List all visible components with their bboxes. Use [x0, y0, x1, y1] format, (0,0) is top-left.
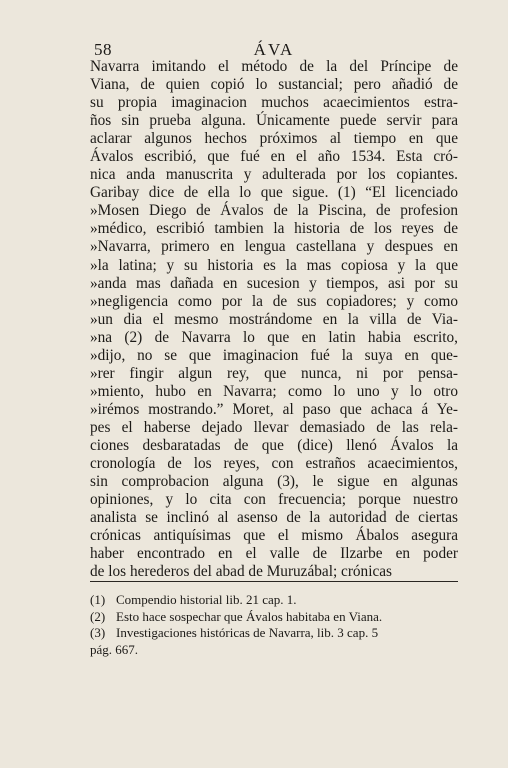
text-line: »na (2) de Navarra lo que en latin habia escrito,: [90, 328, 458, 346]
footnote-text: Esto hace sospechar que Ávalos habitaba en Viana.: [116, 608, 383, 624]
page-number: 58: [94, 40, 112, 59]
text-line: su propia imaginacion muchos acaecimientos estra-: [90, 94, 458, 112]
text-line: Viana, de quien copió lo sustancial; pero añadió de: [90, 76, 458, 94]
text-line: »médico, escribió tambien la historia de los reyes de: [90, 220, 458, 238]
text-line: analista se inclinó al asenso de la autoridad de ciertas: [90, 509, 458, 527]
footnote-1: [90, 592, 458, 609]
text-line: sin comprobacion alguna (3), le sigue en algunas: [90, 473, 458, 491]
text-line: »negligencia como por la de sus copiadores; y como: [90, 292, 458, 310]
text-line: opiniones, y lo cita con frecuencia; porque nuestro: [90, 491, 458, 509]
text-line: »miento, hubo en Navarra; como lo uno y lo otro: [90, 382, 458, 400]
text-line: »irémos mostrando.” Moret, al paso que achaca á Ye-: [90, 400, 458, 418]
text-line: haber encontrado en el valle de Ilzarbe en poder: [90, 545, 458, 563]
text-line: cronología de los reyes, con estraños acaecimientos,: [90, 455, 458, 473]
footnote-text: Investigaciones históricas de Navarra, lib. 3 cap. 5: [116, 625, 379, 640]
text-line: »la latina; y su historia es la mas copiosa y la que: [90, 256, 458, 274]
text-line: ños sin prueba alguna. Únicamente puede servir para: [90, 112, 458, 130]
text-line: nica anda manuscrita y adulterada por los copiantes.: [90, 166, 458, 184]
footnote-divider: [90, 581, 458, 582]
text-line: de los herederos del abad de Muruzábal; crónicas: [90, 563, 392, 581]
text-line: »dijo, no se que imaginacion fué la suya en que-: [90, 346, 458, 364]
footnote-mark: (1): [90, 592, 106, 607]
text-line: pes el haberse dejado llevar demasiado de las rela-: [90, 418, 458, 436]
text-line: ciones desbaratadas de que (dice) llenó Ávalos la: [90, 436, 458, 454]
text-line: Ávalos escribió, que fué en el año 1534. Esta cró-: [90, 148, 458, 166]
footnote-text: Compendio historial lib. 21 cap. 1.: [116, 592, 297, 607]
text-line: Navarra imitando el método de la del Príncipe de: [90, 58, 458, 75]
footnotes: [90, 592, 458, 658]
text-line: »anda mas dañada en sucesion y tiempos, asi por su: [90, 274, 458, 292]
footnote-text: pág. 667.: [90, 641, 139, 657]
footnote-2: [90, 609, 458, 626]
text-line: »Mosen Diego de Ávalos de la Piscina, de profesion: [90, 202, 458, 220]
text-line: crónicas antiquísimas que el mismo Ábalos asegura: [90, 527, 458, 545]
footnote-3: [90, 625, 458, 642]
running-head: ÁVA: [253, 40, 295, 59]
text-line: aclarar algunos hechos próximos al tiempo en que: [90, 130, 458, 148]
footnote-mark: (3): [90, 625, 106, 640]
footnote-mark: (2): [90, 608, 106, 624]
text-line: »Navarra, primero en lengua castellana y despues en: [90, 238, 458, 256]
text-line: Garibay dice de ella lo que sigue. (1) “El licenciado: [90, 184, 458, 202]
body-text: [90, 58, 458, 581]
footnote-3-continued: [90, 642, 458, 659]
text-line: »rer fingir algun rey, que nunca, ni por pensa-: [90, 364, 458, 382]
text-line: »un dia el mesmo mostrándome en la villa de Via-: [90, 310, 458, 328]
